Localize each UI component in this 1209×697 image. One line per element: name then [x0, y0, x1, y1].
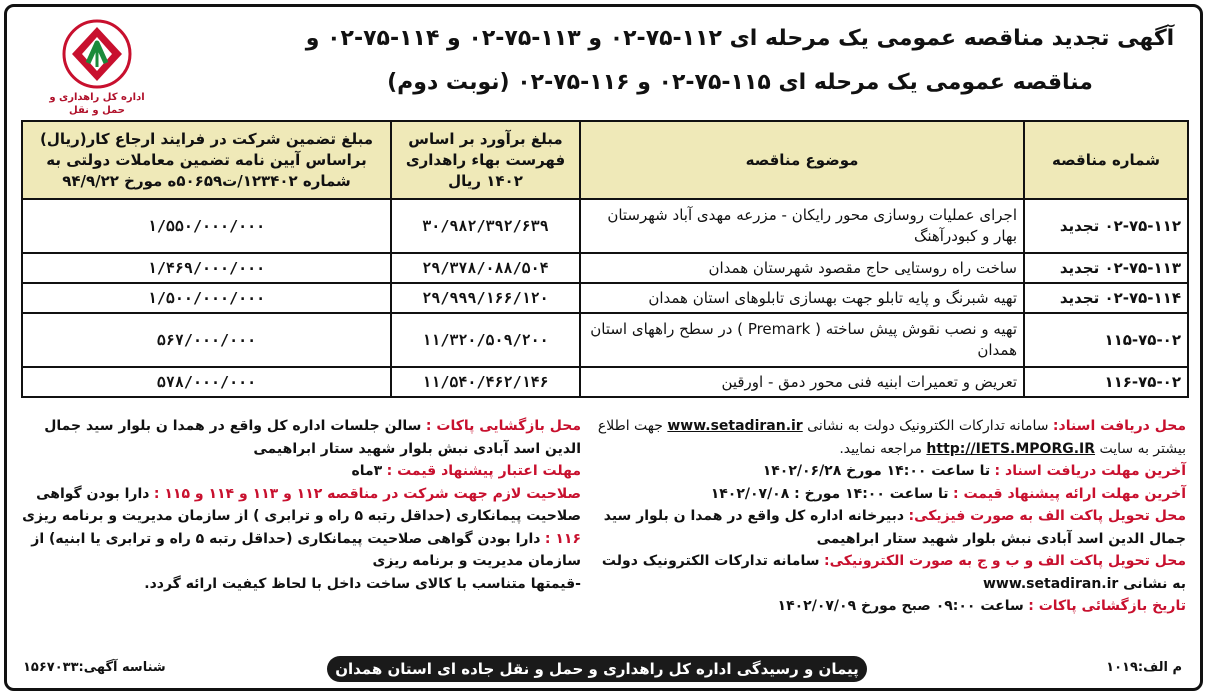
- tender-subject: اجرای عملیات روسازی محور رایکان - مزرعه مهدی آباد شهرستان بهار و کبودرآهنگ: [580, 199, 1024, 253]
- footer-banner: پیمان و رسیدگی اداره کل راهداری و حمل و نقل جاده ای استان همدان: [327, 656, 867, 682]
- ad-id: شناسه آگهی:۱۵۶۷۰۳۳: [23, 660, 166, 675]
- physical-delivery: [586, 505, 1186, 550]
- tender-subject: تهیه شبرنگ و پایه تابلو جهت بهسازی تابلوهای استان همدان: [580, 283, 1024, 313]
- header: [7, 7, 1200, 117]
- doc-deadline: [586, 460, 1186, 483]
- qualification-116-label: ۱۱۶ :: [544, 530, 581, 547]
- tender-table: [21, 120, 1189, 398]
- title-line2: مناقصه عمومی یک مرحله ای ۱۱۵-۷۵-۰۲ و ۱۱۶-۷۵-۰۲ (نوبت دوم): [387, 70, 1093, 95]
- page-title: [300, 17, 1180, 105]
- organization-logo: [37, 19, 157, 132]
- qualification-116-text: دارا بودن گواهی صلاحیت پیمانکاری (حداقل رتبه ۵ راه و ترابری یا ابنیه) از سازمان مدیریت و برنامه ریزی: [31, 530, 581, 569]
- bid-validity-text: ۳ماه: [351, 463, 383, 479]
- ad-code: م الف:۱۰۱۹: [1106, 660, 1182, 675]
- tender-number: ۱۱۵-۷۵-۰۲: [1024, 313, 1188, 367]
- header-guarantee: مبلغ تضمین شرکت در فرایند ارجاع کار(ریال) براساس آیین نامه تضمین معاملات دولتی به شماره ۱۲۳۴۰۲/ت۵۰۶۵۹ه مورخ ۹۴/۹/۲۲: [22, 121, 391, 199]
- electronic-delivery-label: محل تحویل پاکت الف و ب و ج به صورت الکترونیکی:: [823, 553, 1186, 569]
- doc-deadline-text: تا ساعت ۱۴:۰۰ مورخ ۱۴۰۲/۰۶/۲۸: [762, 463, 991, 479]
- doc-receipt-text2: جهت اطلاع بیشتر به سایت: [597, 418, 1186, 457]
- opening-place-text: سالن جلسات اداره کل واقع در همدا ن بلوار سید جمال الدین اسد آبادی نبش بلوار شهید ستار ابراهیمی: [44, 418, 581, 457]
- setadiran-link[interactable]: www.setadiran.ir: [667, 418, 803, 434]
- tender-estimate: ۲۹/۹۹۹/۱۶۶/۱۲۰: [391, 283, 580, 313]
- doc-receipt: [586, 415, 1186, 460]
- opening-date-text: ساعت ۰۹:۰۰ صبح مورخ ۱۴۰۲/۰۷/۰۹: [777, 598, 1024, 614]
- qualification-116: [21, 528, 581, 573]
- tender-estimate: ۱۱/۵۴۰/۴۶۲/۱۴۶: [391, 367, 580, 397]
- advertisement-frame: [4, 4, 1203, 691]
- physical-delivery-label: محل تحویل پاکت الف به صورت فیزیکی:: [908, 508, 1186, 524]
- header-number: شماره مناقصه: [1024, 121, 1188, 199]
- tender-subject: تعریض و تعمیرات ابنیه فنی محور دمق - اورقین: [580, 367, 1024, 397]
- qualification-text: دارا بودن گواهی صلاحیت پیمانکاری (حداقل رتبه ۵ راه و ترابری ) از سازمان مدیریت و برنامه ریزی: [22, 485, 581, 524]
- opening-date-label: تاریخ بازگشائی پاکات :: [1028, 598, 1186, 614]
- bid-validity-label: مهلت اعتبار پیشنهاد قیمت :: [386, 463, 581, 479]
- header-subject: موضوع مناقصه: [580, 121, 1024, 199]
- doc-receipt-text3: مراجعه نمایید.: [839, 440, 922, 457]
- tender-number: ۱۱۶-۷۵-۰۲: [1024, 367, 1188, 397]
- logo-caption-line1: اداره کل راهداری و حمل و نقل: [49, 92, 145, 116]
- table-header-row: [22, 121, 1188, 199]
- table-row: [22, 253, 1188, 283]
- tender-subject: تهیه و نصب نقوش پیش ساخته ( Premark ) در سطح راههای استان همدان: [580, 313, 1024, 367]
- qualification: [21, 483, 581, 528]
- iets-link[interactable]: http://IETS.MPORG.IR: [926, 440, 1096, 457]
- table-row: [22, 199, 1188, 253]
- tender-guarantee: ۱/۵۰۰/۰۰۰/۰۰۰: [22, 283, 391, 313]
- table-row: [22, 313, 1188, 367]
- bid-deadline-text: تا ساعت ۱۴:۰۰ مورخ : ۱۴۰۲/۰۷/۰۸: [710, 485, 949, 502]
- tender-guarantee: ۱/۵۵۰/۰۰۰/۰۰۰: [22, 199, 391, 253]
- electronic-delivery: [586, 550, 1186, 595]
- doc-receipt-text: سامانه تدارکات الکترونیک دولت به نشانی: [807, 418, 1049, 434]
- opening-date: [586, 595, 1186, 618]
- qualification-label: صلاحیت لازم جهت شرکت در مناقصه ۱۱۲ و ۱۱۳ و ۱۱۴ و ۱۱۵ :: [153, 485, 581, 502]
- electronic-delivery-text: سامانه تدارکات الکترونیک دولت به نشانی www.setadiran.ir: [601, 553, 1186, 592]
- tender-estimate: ۲۹/۳۷۸/۰۸۸/۵۰۴: [391, 253, 580, 283]
- doc-deadline-label: آخرین مهلت دریافت اسناد :: [994, 463, 1186, 479]
- title-line1: آگهی تجدید مناقصه عمومی یک مرحله ای ۱۱۲-۷۵-۰۲ و ۱۱۳-۷۵-۰۲ و ۱۱۴-۷۵-۰۲ و: [305, 26, 1175, 51]
- tender-number: ۰۲-۷۵-۱۱۲ تجدید: [1024, 199, 1188, 253]
- bid-deadline-label: آخرین مهلت ارائه پیشنهاد قیمت :: [953, 485, 1186, 502]
- footer: [7, 648, 1200, 688]
- bid-validity: [21, 460, 581, 483]
- tender-guarantee: ۱/۴۶۹/۰۰۰/۰۰۰: [22, 253, 391, 283]
- price-note: -قیمتها متناسب با کالای ساخت داخل با لحاظ کیفیت ارائه گردد.: [144, 575, 581, 592]
- info-right-column: [586, 415, 1186, 618]
- table-row: [22, 367, 1188, 397]
- tender-number: ۰۲-۷۵-۱۱۳ تجدید: [1024, 253, 1188, 283]
- tender-number: ۰۲-۷۵-۱۱۴ تجدید: [1024, 283, 1188, 313]
- opening-place: [21, 415, 581, 460]
- tender-guarantee: ۵۷۸/۰۰۰/۰۰۰: [22, 367, 391, 397]
- table-row: [22, 283, 1188, 313]
- bid-deadline: [586, 483, 1186, 506]
- physical-delivery-text: دبیرخانه اداره کل واقع در همدا ن بلوار سید جمال الدین اسد آبادی نبش بلوار شهید ستار ابراهیمی: [603, 508, 1186, 547]
- tender-estimate: ۳۰/۹۸۲/۳۹۲/۶۳۹: [391, 199, 580, 253]
- tender-guarantee: ۵۶۷/۰۰۰/۰۰۰: [22, 313, 391, 367]
- road-authority-logo-icon: [62, 19, 132, 89]
- info-left-column: [21, 415, 581, 595]
- tender-estimate: ۱۱/۳۲۰/۵۰۹/۲۰۰: [391, 313, 580, 367]
- opening-place-label: محل بازگشایی پاکات :: [425, 418, 581, 434]
- header-estimate: مبلغ برآورد بر اساس فهرست بهاء راهداری ۱۴۰۲ ریال: [391, 121, 580, 199]
- doc-receipt-label: محل دریافت اسناد:: [1052, 418, 1186, 434]
- tender-subject: ساخت راه روستایی حاج مقصود شهرستان همدان: [580, 253, 1024, 283]
